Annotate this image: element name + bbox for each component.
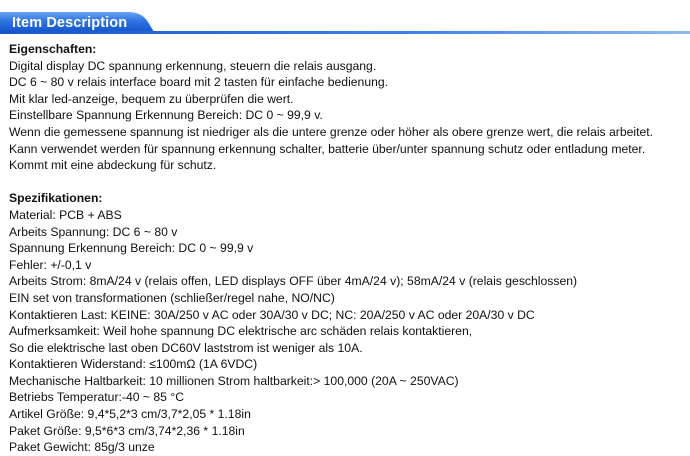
spec-line: Mechanische Haltbarkeit: 10 millionen Strom haltbarkeit:> 100,000 (20A ~ 250VAC): [9, 373, 459, 388]
properties-line: Kommt mit eine abdeckung für schutz.: [9, 158, 217, 173]
spec-line: EIN set von transformationen (schließer/regel nahe, NO/NC): [9, 290, 335, 305]
properties-line: Digital display DC spannung erkennung, steuern die relais ausgang.: [9, 58, 377, 73]
spec-line: Kontaktieren Widerstand: ≤100mΩ (1A 6VDC): [9, 357, 258, 372]
spec-line: Paket Größe: 9,5*6*3 cm/3,74*2,36 * 1.18in: [9, 423, 245, 438]
section-spacer: [9, 174, 685, 191]
item-description-header: [0, 0, 690, 40]
spec-line: Fehler: +/-0,1 v: [9, 257, 92, 272]
spec-line: Spannung Erkennung Bereich: DC 0 ~ 99,9 v: [9, 241, 254, 256]
spec-line: Paket Gewicht: 85g/3 unze: [9, 440, 155, 455]
spec-line: So die elektrische last oben DC60V laststrom ist weniger als 10A.: [9, 340, 363, 355]
properties-heading: Eigenschaften:: [9, 42, 97, 56]
properties-line: Mit klar led-anzeige, bequem zu überprüfen die wert.: [9, 91, 294, 106]
spec-line: Arbeits Strom: 8mA/24 v (relais offen, LED displays OFF über 4mA/24 v); 58mA/24 v (relais geschlossen): [9, 274, 578, 289]
description-body: [9, 41, 685, 456]
spec-line: Material: PCB + ABS: [9, 207, 122, 222]
properties-line: DC 6 ~ 80 v relais interface board mit 2 tasten für einfache bedienung.: [9, 75, 389, 90]
spec-line: Arbeits Spannung: DC 6 ~ 80 v: [9, 224, 178, 239]
properties-line: Einstellbare Spannung Erkennung Bereich: DC 0 ~ 99,9 v.: [9, 108, 323, 123]
properties-line: Wenn die gemessene spannung ist niedriger als die untere grenze oder höher als obere grenze wert, die relais arbeitet.: [9, 124, 654, 139]
spec-line: Aufmerksamkeit: Weil hohe spannung DC elektrische arc schäden relais kontaktieren,: [9, 324, 473, 339]
specs-heading: Spezifikationen:: [9, 191, 103, 206]
spec-line: Artikel Größe: 9,4*5,2*3 cm/3,7*2,05 * 1.18in: [9, 407, 251, 422]
section-title: Item Description: [12, 15, 128, 31]
spec-line: Betriebs Temperatur:-40 ~ 85 °C: [9, 390, 185, 405]
properties-line: Kann verwendet werden für spannung erkennung schalter, batterie über/unter spannung schutz oder entladung meter.: [9, 141, 646, 156]
spec-line: Kontaktieren Last: KEINE: 30A/250 v AC oder 30A/30 v DC; NC: 20A/250 v AC oder 20A/30 v DC: [9, 307, 535, 322]
